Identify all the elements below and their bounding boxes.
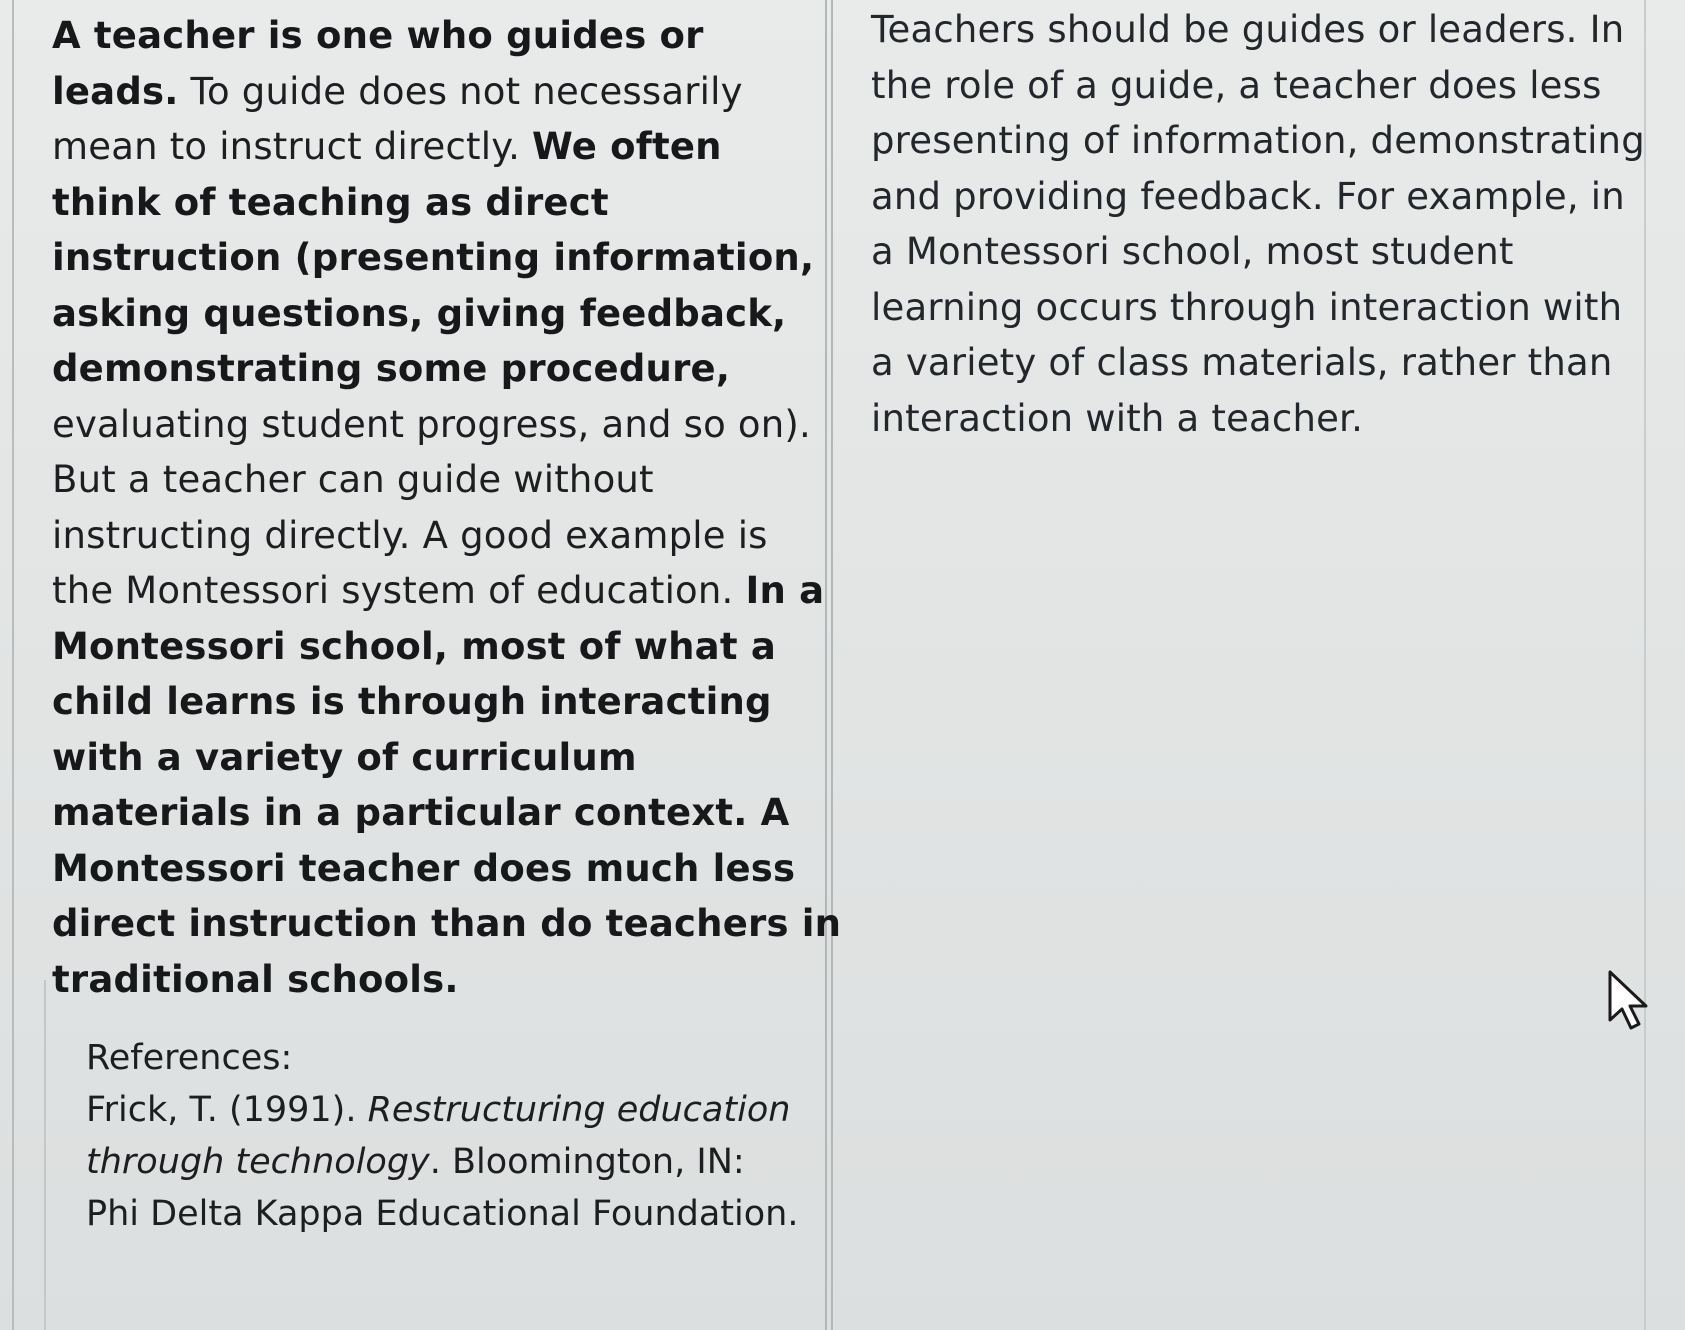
bold-text-run: direct instruction than do teachers in	[52, 902, 842, 945]
right-cell-line: and providing feedback. For example, in	[871, 174, 1625, 218]
bold-text-run: with a variety of curriculum	[52, 735, 637, 779]
reference-citation-line-1	[86, 1084, 816, 1136]
reference-title-part-1: Restructuring education	[367, 1090, 791, 1130]
text-run: instructing directly. A good example is	[52, 513, 768, 557]
left-cell-line	[52, 619, 812, 675]
left-cell-line	[52, 175, 812, 231]
right-cell-line: presenting of information, demonstrating	[871, 119, 1645, 162]
arrow-cursor-icon	[1606, 970, 1654, 1034]
bold-text-run: We often	[532, 125, 722, 168]
left-cell-line	[52, 563, 825, 619]
references-block	[86, 1032, 816, 1240]
text-run: But a teacher can guide without	[52, 458, 654, 501]
reference-location: . Bloomington, IN:	[429, 1142, 745, 1182]
reference-author-year: Frick, T. (1991).	[86, 1090, 368, 1130]
left-cell-line	[52, 452, 812, 508]
bold-text-run: Montessori teacher does much less	[52, 846, 796, 890]
left-cell-line	[52, 508, 812, 564]
bold-text-run: Montessori school, most of what a	[52, 624, 776, 668]
left-cell-line	[52, 952, 812, 1008]
left-cell-line	[52, 785, 812, 841]
bold-text-run: child learns is through interacting	[52, 680, 772, 723]
right-cell-line: learning occurs through interaction with	[871, 285, 1623, 329]
reference-publisher: Phi Delta Kappa Educational Foundation.	[86, 1194, 799, 1234]
right-cell-line: interaction with a teacher.	[871, 396, 1364, 440]
right-cell-line: Teachers should be guides or leaders. In	[871, 8, 1625, 51]
text-run: the Montessori system of education.	[52, 569, 746, 612]
column-divider	[825, 0, 833, 1330]
bold-text-run: instruction (presenting information,	[52, 236, 815, 279]
left-cell-line	[52, 64, 812, 120]
right-cell-text	[871, 2, 1645, 446]
bold-text-run: In a	[745, 569, 825, 612]
reference-title-part-2: through technology	[86, 1142, 430, 1182]
left-cell-line	[52, 230, 815, 286]
text-run: To guide does not necessarily	[178, 69, 743, 113]
text-run: mean to instruct directly.	[52, 125, 532, 168]
bold-text-run: demonstrating some procedure,	[52, 347, 731, 390]
left-cell-text	[52, 8, 842, 1007]
left-cell-line	[52, 730, 812, 786]
reference-citation-line-2	[86, 1136, 816, 1188]
left-cell-line	[52, 841, 812, 897]
text-run: evaluating student progress, and so on).	[52, 402, 812, 446]
cell-border	[44, 980, 46, 1330]
bold-text-run: asking questions, giving feedback,	[52, 291, 787, 335]
right-cell-line: the role of a guide, a teacher does less	[871, 63, 1602, 107]
left-cell-line	[52, 8, 812, 64]
left-cell-line	[52, 397, 812, 453]
references-heading: References:	[86, 1038, 293, 1078]
left-cell-line	[52, 341, 812, 397]
bold-text-run: think of teaching as direct	[52, 180, 609, 224]
bold-text-run: traditional schools.	[52, 957, 459, 1001]
bold-text-run: A teacher is one who guides or	[52, 14, 704, 57]
bold-text-run: materials in a particular context. A	[52, 791, 790, 834]
left-cell-line	[52, 119, 812, 175]
right-cell-line: a Montessori school, most student	[871, 230, 1514, 273]
left-cell-line	[52, 674, 812, 730]
left-cell-line	[52, 286, 812, 342]
left-cell-line	[52, 896, 842, 952]
table-right-edge	[1644, 0, 1646, 1330]
bold-text-run: leads.	[52, 69, 179, 113]
right-cell-line: a variety of class materials, rather than	[871, 341, 1613, 384]
